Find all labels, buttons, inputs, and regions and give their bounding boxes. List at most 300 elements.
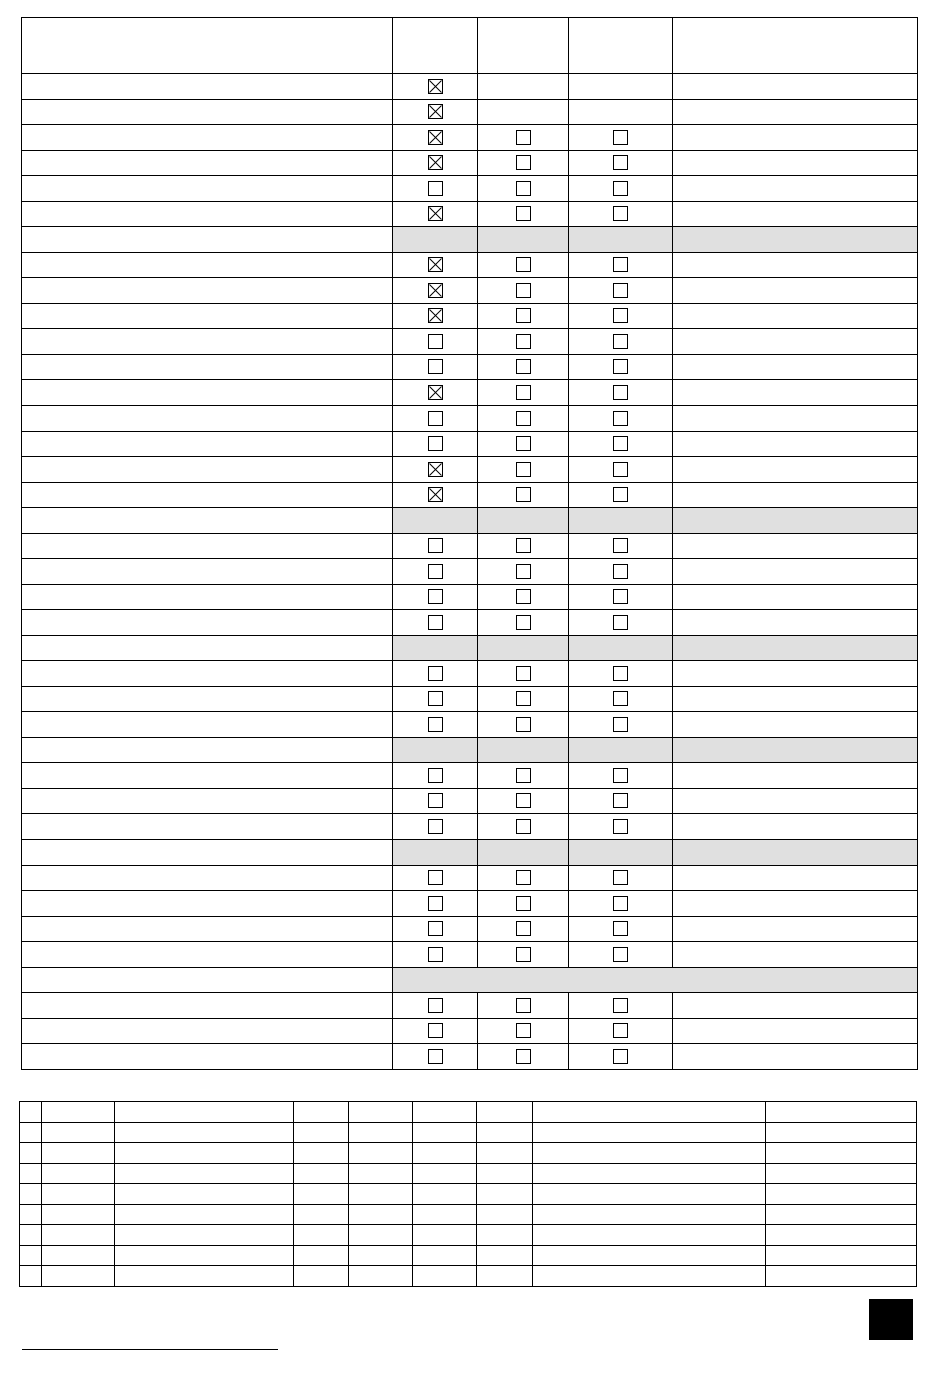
empty-checkbox[interactable] xyxy=(516,206,531,221)
empty-checkbox[interactable] xyxy=(613,308,628,323)
empty-checkbox[interactable] xyxy=(428,870,443,885)
row-description-cell xyxy=(22,150,393,176)
empty-checkbox[interactable] xyxy=(428,436,443,451)
empty-checkbox[interactable] xyxy=(613,334,628,349)
checkbox-cell xyxy=(569,1044,673,1070)
row-description-cell xyxy=(22,712,393,738)
log-cell xyxy=(766,1245,917,1266)
checkbox-cell xyxy=(478,278,569,304)
empty-checkbox[interactable] xyxy=(613,436,628,451)
section-row xyxy=(22,840,918,866)
empty-checkbox[interactable] xyxy=(613,921,628,936)
empty-checkbox[interactable] xyxy=(516,334,531,349)
checkbox-cell xyxy=(478,354,569,380)
row-description-cell xyxy=(22,431,393,457)
empty-checkbox[interactable] xyxy=(613,819,628,834)
log-cell xyxy=(766,1225,917,1246)
remarks-cell xyxy=(673,99,918,125)
log-cell xyxy=(349,1245,413,1266)
checkbox-cell xyxy=(569,252,673,278)
checkbox-cell xyxy=(478,431,569,457)
checkbox-cell xyxy=(478,303,569,329)
checkbox-cell xyxy=(478,252,569,278)
checkbox-cell xyxy=(569,814,673,840)
empty-checkbox[interactable] xyxy=(613,589,628,604)
checkbox-cell xyxy=(478,865,569,891)
log-cell xyxy=(42,1163,115,1184)
empty-checkbox[interactable] xyxy=(613,385,628,400)
checklist-row xyxy=(22,329,918,355)
empty-checkbox[interactable] xyxy=(428,538,443,553)
empty-checkbox[interactable] xyxy=(613,538,628,553)
checklist-row xyxy=(22,354,918,380)
empty-checkbox[interactable] xyxy=(516,666,531,681)
checklist-row xyxy=(22,942,918,968)
checkbox-cell xyxy=(393,252,478,278)
checkbox-cell xyxy=(393,405,478,431)
log-cell xyxy=(115,1266,294,1287)
log-cell xyxy=(20,1102,42,1123)
row-description-cell xyxy=(22,278,393,304)
row-description-cell xyxy=(22,865,393,891)
checkbox-cell xyxy=(569,457,673,483)
section-shaded-cell xyxy=(673,635,918,661)
section-shaded-cell xyxy=(673,737,918,763)
remarks-cell xyxy=(673,354,918,380)
log-cell xyxy=(20,1266,42,1287)
log-cell xyxy=(533,1245,766,1266)
checkbox-cell xyxy=(393,712,478,738)
empty-checkbox[interactable] xyxy=(428,181,443,196)
log-row xyxy=(20,1122,917,1143)
checkbox-cell xyxy=(478,788,569,814)
empty-checkbox[interactable] xyxy=(516,385,531,400)
checkbox-cell xyxy=(393,559,478,585)
log-row xyxy=(20,1225,917,1246)
log-cell xyxy=(766,1266,917,1287)
section-shaded-cell xyxy=(393,227,478,253)
log-cell xyxy=(115,1204,294,1225)
log-cell xyxy=(477,1163,533,1184)
empty-checkbox[interactable] xyxy=(516,411,531,426)
empty-checkbox[interactable] xyxy=(613,487,628,502)
row-description-cell xyxy=(22,329,393,355)
checklist-row xyxy=(22,1044,918,1070)
checklist-row xyxy=(22,278,918,304)
checkbox-cell xyxy=(569,354,673,380)
checked-checkbox[interactable] xyxy=(428,283,443,298)
remarks-cell xyxy=(673,584,918,610)
section-row xyxy=(22,967,918,993)
row-description-cell xyxy=(22,686,393,712)
log-cell xyxy=(477,1204,533,1225)
empty-checkbox[interactable] xyxy=(613,283,628,298)
checkbox-cell xyxy=(393,993,478,1019)
checkbox-cell xyxy=(393,916,478,942)
checkbox-cell xyxy=(478,584,569,610)
section-shaded-cell xyxy=(478,227,569,253)
empty-checkbox[interactable] xyxy=(428,564,443,579)
empty-checkbox[interactable] xyxy=(613,615,628,630)
remarks-cell xyxy=(673,431,918,457)
log-cell xyxy=(20,1245,42,1266)
log-cell xyxy=(294,1266,349,1287)
checkbox-cell xyxy=(569,303,673,329)
log-cell xyxy=(477,1143,533,1164)
row-description-cell xyxy=(22,814,393,840)
log-cell xyxy=(413,1266,477,1287)
log-cell xyxy=(477,1245,533,1266)
log-cell xyxy=(766,1163,917,1184)
checkbox-cell xyxy=(393,380,478,406)
checked-checkbox[interactable] xyxy=(428,385,443,400)
empty-checkbox[interactable] xyxy=(516,691,531,706)
checkbox-cell xyxy=(478,150,569,176)
log-cell xyxy=(349,1225,413,1246)
checklist-row xyxy=(22,661,918,687)
checklist-row xyxy=(22,380,918,406)
checkbox-cell xyxy=(569,150,673,176)
empty-checkbox[interactable] xyxy=(516,793,531,808)
remarks-cell xyxy=(673,942,918,968)
checkbox-cell xyxy=(393,610,478,636)
empty-checkbox[interactable] xyxy=(516,921,531,936)
empty-checkbox[interactable] xyxy=(516,538,531,553)
checkbox-cell xyxy=(478,405,569,431)
empty-checkbox[interactable] xyxy=(613,870,628,885)
table-header-row xyxy=(22,18,918,74)
log-cell xyxy=(20,1143,42,1164)
checkbox-cell xyxy=(393,74,478,100)
row-description-cell xyxy=(22,252,393,278)
checkbox-cell xyxy=(478,533,569,559)
row-description-cell xyxy=(22,176,393,202)
header-cell-description xyxy=(22,18,393,74)
log-cell xyxy=(349,1204,413,1225)
row-description-cell xyxy=(22,993,393,1019)
log-cell xyxy=(413,1163,477,1184)
checklist-row xyxy=(22,993,918,1019)
empty-checkbox[interactable] xyxy=(428,947,443,962)
checkbox-cell xyxy=(478,125,569,151)
empty-checkbox[interactable] xyxy=(428,691,443,706)
log-cell xyxy=(294,1122,349,1143)
row-description-cell xyxy=(22,1018,393,1044)
empty-checkbox[interactable] xyxy=(516,130,531,145)
empty-checkbox[interactable] xyxy=(516,564,531,579)
checkbox-cell xyxy=(478,380,569,406)
row-description-cell xyxy=(22,737,393,763)
log-cell xyxy=(413,1122,477,1143)
empty-checkbox[interactable] xyxy=(428,334,443,349)
remarks-cell xyxy=(673,380,918,406)
empty-checkbox[interactable] xyxy=(613,462,628,477)
empty-checkbox[interactable] xyxy=(516,283,531,298)
checkbox-cell xyxy=(569,993,673,1019)
empty-checkbox[interactable] xyxy=(613,896,628,911)
empty-checkbox[interactable] xyxy=(613,793,628,808)
remarks-cell xyxy=(673,482,918,508)
row-description-cell xyxy=(22,380,393,406)
section-row xyxy=(22,635,918,661)
checkbox-cell xyxy=(393,584,478,610)
log-row xyxy=(20,1143,917,1164)
checkbox-cell xyxy=(569,380,673,406)
log-cell xyxy=(294,1184,349,1205)
log-cell xyxy=(20,1204,42,1225)
empty-checkbox[interactable] xyxy=(613,1049,628,1064)
empty-checkbox[interactable] xyxy=(428,768,443,783)
checklist-row xyxy=(22,814,918,840)
checkbox-cell xyxy=(478,1044,569,1070)
section-shaded-cell xyxy=(569,840,673,866)
checked-checkbox[interactable] xyxy=(428,257,443,272)
checklist-row xyxy=(22,405,918,431)
empty-checkbox[interactable] xyxy=(516,768,531,783)
log-row xyxy=(20,1204,917,1225)
checked-checkbox[interactable] xyxy=(428,155,443,170)
empty-checkbox[interactable] xyxy=(516,462,531,477)
checkbox-cell xyxy=(393,431,478,457)
empty-checkbox[interactable] xyxy=(613,768,628,783)
empty-checkbox[interactable] xyxy=(613,206,628,221)
log-cell xyxy=(349,1143,413,1164)
log-row xyxy=(20,1102,917,1123)
empty-checkbox[interactable] xyxy=(516,155,531,170)
log-cell xyxy=(349,1163,413,1184)
checkbox-cell xyxy=(569,201,673,227)
empty-checkbox[interactable] xyxy=(613,359,628,374)
log-cell xyxy=(42,1122,115,1143)
empty-checkbox[interactable] xyxy=(613,998,628,1013)
checkbox-cell xyxy=(569,176,673,202)
section-shaded-cell xyxy=(478,737,569,763)
remarks-cell xyxy=(673,125,918,151)
empty-checkbox[interactable] xyxy=(516,436,531,451)
empty-checkbox[interactable] xyxy=(428,819,443,834)
checked-checkbox[interactable] xyxy=(428,206,443,221)
section-shaded-cell xyxy=(673,508,918,534)
empty-checkbox[interactable] xyxy=(613,947,628,962)
checkbox-cell xyxy=(478,993,569,1019)
checkbox-cell xyxy=(478,891,569,917)
remarks-cell xyxy=(673,176,918,202)
checkbox-cell xyxy=(569,891,673,917)
signature-line xyxy=(22,1349,278,1350)
remarks-cell xyxy=(673,610,918,636)
row-description-cell xyxy=(22,763,393,789)
checkbox-cell xyxy=(478,1018,569,1044)
section-shaded-cell xyxy=(569,227,673,253)
remarks-cell xyxy=(673,329,918,355)
log-cell xyxy=(349,1122,413,1143)
checklist-row xyxy=(22,1018,918,1044)
checked-checkbox[interactable] xyxy=(428,104,443,119)
log-cell xyxy=(533,1102,766,1123)
log-cell xyxy=(413,1184,477,1205)
row-description-cell xyxy=(22,610,393,636)
empty-checkbox[interactable] xyxy=(428,1049,443,1064)
empty-checkbox[interactable] xyxy=(428,717,443,732)
section-shaded-cell xyxy=(569,508,673,534)
remarks-cell xyxy=(673,74,918,100)
log-cell xyxy=(42,1184,115,1205)
log-cell xyxy=(20,1163,42,1184)
remarks-cell xyxy=(673,457,918,483)
log-cell xyxy=(294,1102,349,1123)
log-cell xyxy=(294,1245,349,1266)
log-cell xyxy=(413,1102,477,1123)
checkbox-cell xyxy=(569,74,673,100)
empty-checkbox[interactable] xyxy=(516,1049,531,1064)
row-description-cell xyxy=(22,99,393,125)
checkbox-cell xyxy=(393,661,478,687)
row-description-cell xyxy=(22,508,393,534)
checkbox-cell xyxy=(569,329,673,355)
empty-checkbox[interactable] xyxy=(428,589,443,604)
section-shaded-cell xyxy=(393,840,478,866)
empty-checkbox[interactable] xyxy=(428,921,443,936)
empty-checkbox[interactable] xyxy=(516,487,531,502)
checklist-row xyxy=(22,431,918,457)
empty-checkbox[interactable] xyxy=(613,564,628,579)
empty-checkbox[interactable] xyxy=(516,1023,531,1038)
log-cell xyxy=(115,1122,294,1143)
checkbox-cell xyxy=(569,405,673,431)
checkbox-cell xyxy=(478,814,569,840)
log-cell xyxy=(294,1225,349,1246)
checked-checkbox[interactable] xyxy=(428,462,443,477)
log-cell xyxy=(115,1163,294,1184)
checklist-row xyxy=(22,176,918,202)
corner-registration-mark xyxy=(869,1299,913,1340)
empty-checkbox[interactable] xyxy=(428,896,443,911)
remarks-cell xyxy=(673,533,918,559)
checklist-row xyxy=(22,74,918,100)
empty-checkbox[interactable] xyxy=(516,819,531,834)
log-cell xyxy=(533,1225,766,1246)
remarks-cell xyxy=(673,814,918,840)
section-shaded-cell xyxy=(393,967,918,993)
checklist-row xyxy=(22,125,918,151)
empty-checkbox[interactable] xyxy=(613,666,628,681)
remarks-cell xyxy=(673,405,918,431)
checkbox-cell xyxy=(569,559,673,585)
empty-checkbox[interactable] xyxy=(613,130,628,145)
empty-checkbox[interactable] xyxy=(516,998,531,1013)
empty-checkbox[interactable] xyxy=(516,947,531,962)
checkbox-cell xyxy=(393,788,478,814)
row-description-cell xyxy=(22,74,393,100)
empty-checkbox[interactable] xyxy=(613,181,628,196)
log-cell xyxy=(766,1122,917,1143)
section-shaded-cell xyxy=(393,508,478,534)
checked-checkbox[interactable] xyxy=(428,79,443,94)
log-cell xyxy=(115,1102,294,1123)
empty-checkbox[interactable] xyxy=(428,1023,443,1038)
checkbox-cell xyxy=(393,891,478,917)
empty-checkbox[interactable] xyxy=(428,615,443,630)
checkbox-cell xyxy=(569,661,673,687)
empty-checkbox[interactable] xyxy=(428,793,443,808)
remarks-cell xyxy=(673,303,918,329)
empty-checkbox[interactable] xyxy=(613,1023,628,1038)
checkbox-cell xyxy=(393,354,478,380)
checklist-row xyxy=(22,252,918,278)
remarks-cell xyxy=(673,686,918,712)
log-cell xyxy=(533,1266,766,1287)
checklist-row xyxy=(22,201,918,227)
checkbox-cell xyxy=(478,610,569,636)
empty-checkbox[interactable] xyxy=(516,589,531,604)
log-cell xyxy=(42,1245,115,1266)
row-description-cell xyxy=(22,559,393,585)
empty-checkbox[interactable] xyxy=(516,870,531,885)
section-shaded-cell xyxy=(393,635,478,661)
checkbox-cell xyxy=(478,916,569,942)
empty-checkbox[interactable] xyxy=(516,308,531,323)
empty-checkbox[interactable] xyxy=(613,717,628,732)
checked-checkbox[interactable] xyxy=(428,308,443,323)
remarks-cell xyxy=(673,865,918,891)
checklist-row xyxy=(22,686,918,712)
checkbox-cell xyxy=(478,201,569,227)
log-cell xyxy=(20,1225,42,1246)
empty-checkbox[interactable] xyxy=(516,896,531,911)
row-description-cell xyxy=(22,891,393,917)
checklist-row xyxy=(22,584,918,610)
empty-checkbox[interactable] xyxy=(516,181,531,196)
checked-checkbox[interactable] xyxy=(428,487,443,502)
row-description-cell xyxy=(22,584,393,610)
log-cell xyxy=(477,1184,533,1205)
empty-checkbox[interactable] xyxy=(516,257,531,272)
log-cell xyxy=(42,1204,115,1225)
checkbox-cell xyxy=(393,303,478,329)
log-cell xyxy=(533,1122,766,1143)
checkbox-cell xyxy=(478,482,569,508)
log-cell xyxy=(115,1245,294,1266)
row-description-cell xyxy=(22,661,393,687)
empty-checkbox[interactable] xyxy=(613,155,628,170)
checked-checkbox[interactable] xyxy=(428,130,443,145)
log-row xyxy=(20,1245,917,1266)
empty-checkbox[interactable] xyxy=(613,691,628,706)
log-cell xyxy=(766,1204,917,1225)
row-description-cell xyxy=(22,1044,393,1070)
log-cell xyxy=(42,1225,115,1246)
empty-checkbox[interactable] xyxy=(516,717,531,732)
empty-checkbox[interactable] xyxy=(428,411,443,426)
empty-checkbox[interactable] xyxy=(428,359,443,374)
log-cell xyxy=(533,1184,766,1205)
checkbox-cell xyxy=(569,1018,673,1044)
row-description-cell xyxy=(22,916,393,942)
row-description-cell xyxy=(22,201,393,227)
empty-checkbox[interactable] xyxy=(516,615,531,630)
checkbox-cell xyxy=(393,686,478,712)
empty-checkbox[interactable] xyxy=(428,666,443,681)
row-description-cell xyxy=(22,533,393,559)
checkbox-cell xyxy=(478,712,569,738)
checklist-row xyxy=(22,303,918,329)
empty-checkbox[interactable] xyxy=(613,411,628,426)
checklist-row xyxy=(22,763,918,789)
empty-checkbox[interactable] xyxy=(613,257,628,272)
log-cell xyxy=(115,1143,294,1164)
empty-checkbox[interactable] xyxy=(516,359,531,374)
empty-checkbox[interactable] xyxy=(428,998,443,1013)
